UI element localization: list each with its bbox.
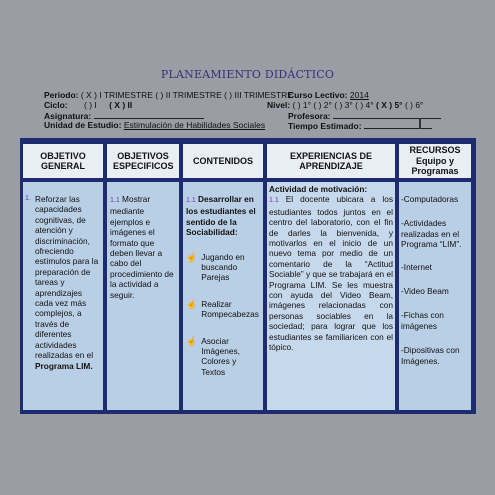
- hand-pointer-icon: ☝: [186, 298, 198, 309]
- ciclo-value-selected: ( X ) II: [109, 100, 133, 110]
- objetivo-general-num: 1.: [25, 195, 31, 202]
- cell-experiencias: [267, 182, 395, 410]
- experiencias-title: Actividad de motivación:: [269, 184, 368, 194]
- ciclo-row: [44, 100, 132, 111]
- header-experiencias-text: EXPERIENCIAS DE APRENDIZAJE: [289, 150, 373, 171]
- ciclo-label: Ciclo:: [44, 100, 68, 110]
- contenidos-item-3-text: Asociar Imágenes, Colores y Textos: [201, 335, 240, 377]
- objetivos-especificos-text: [110, 194, 176, 300]
- recursos-item-1: -Computadoras: [401, 194, 459, 204]
- header-recursos-text: RECURSOS Equipo y Programas: [409, 145, 461, 177]
- objetivos-especificos-num: 1.1: [110, 197, 120, 204]
- contenidos-item-2-text: Realizar Rompecabezas: [201, 298, 259, 320]
- objetivos-especificos-body: Mostrar mediante ejemplos e imágenes el formato que deben llevar a cabo del procedimiento de la actividad a seguir.: [110, 194, 174, 300]
- recursos-item-6: -Dipositivas con Imágenes.: [401, 345, 460, 366]
- unidad-value: Estimulación de Habilidades Sociales: [123, 120, 266, 130]
- nivel-selected: ( X ) 5°: [376, 100, 403, 110]
- curso-value: 2014: [349, 90, 369, 100]
- header-objetivos-especificos-text: OBJETIVOS ESPECIFICOS: [113, 150, 174, 171]
- document-title: PLANEAMIENTO DIDÁCTICO: [160, 68, 335, 81]
- hand-pointer-icon: ☝: [186, 251, 198, 262]
- hand-pointer-icon: ☝: [186, 335, 198, 346]
- contenidos-item-3: [186, 336, 261, 378]
- experiencias-body: El docente ubicara a los estudiantes todos juntos en el centro del laboratorio, con el fin de darles la bienvenida, y motivarlos en el inicio de un nuevo tema por medio de un comentario de la “Actitud Sociable” y que se trabajará en el Programa LIM. Se les muestra con ayuda del Video Beam, imágenes relacionadas con personas sociables en la sociedad; para lograr que los estudiantes se familiaricen con el tópico.: [269, 194, 393, 353]
- recursos-item-3: -Internet: [401, 261, 432, 272]
- tiempo-blank: [364, 120, 432, 129]
- cell-recursos: [399, 182, 471, 410]
- header-contenidos: CONTENIDOS: [183, 144, 263, 178]
- periodo-label: Periodo:: [44, 90, 79, 100]
- nivel-row: [267, 100, 423, 111]
- experiencias-text: [269, 184, 393, 353]
- contenidos-text: [186, 194, 261, 377]
- nivel-options-end: ( ) 6°: [402, 100, 424, 110]
- unidad-row: [44, 120, 265, 131]
- contenidos-item-1-text: Jugando en buscando Parejas: [201, 251, 245, 283]
- nivel-label: Nivel:: [267, 100, 291, 110]
- curso-row: [288, 90, 369, 101]
- asignatura-blank: [94, 110, 204, 119]
- objetivo-general-program: Programa LIM.: [35, 360, 93, 371]
- contenidos-item-2: [186, 299, 261, 320]
- periodo-value: ( X ) I TRIMESTRE ( ) II TRIMESTRE ( ) III TRIMESTRE: [80, 90, 293, 100]
- ciclo-value: ( ) I: [84, 100, 100, 110]
- objetivo-general-text: [25, 194, 99, 371]
- unidad-label: Unidad de Estudio:: [44, 120, 122, 130]
- cell-contenidos: [183, 182, 263, 410]
- objetivo-general-body: Reforzar las capacidades cognitivas, de atención y discriminación, ofreciendo estímulos para la preparación de tareas y aprendizajes cada vez más complejos, a través de diferentes actividades realizadas en el: [35, 194, 99, 361]
- header-objetivos-especificos: [107, 144, 179, 178]
- recursos-list: [401, 194, 469, 366]
- recursos-item-4: -Video Beam: [401, 286, 449, 297]
- asignatura-label: Asignatura:: [44, 111, 92, 121]
- header-recursos: [399, 144, 471, 178]
- text-cursor: [419, 118, 421, 129]
- experiencias-num: 1.1: [269, 197, 279, 205]
- periodo-row: [44, 90, 293, 101]
- tiempo-label: Tiempo Estimado:: [288, 121, 362, 131]
- contenidos-lead: Desarrollar en los estudiantes el sentido de la Sociabilidad:: [186, 194, 256, 238]
- recursos-item-2-text: -Actividades realizadas en el Programa “LIM”.: [401, 218, 462, 250]
- planning-table: [20, 138, 476, 414]
- tiempo-row: [288, 120, 432, 132]
- profesora-label: Profesora:: [288, 111, 331, 121]
- curso-label: Curso Lectivo:: [288, 90, 348, 100]
- contenidos-item-1: [186, 252, 261, 283]
- cell-objetivo-general: [23, 182, 103, 410]
- recursos-item-2: [401, 218, 469, 249]
- header-experiencias: [267, 144, 395, 178]
- recursos-item-5: -Fichas con imágenes: [401, 310, 444, 331]
- nivel-options: ( ) 1° ( ) 2° ( ) 3° ( ) 4°: [292, 100, 377, 110]
- cell-objetivos-especificos: [107, 182, 179, 410]
- profesora-blank: [333, 110, 441, 119]
- contenidos-num: 1.1: [186, 197, 196, 204]
- header-objetivo-general: OBJETIVO GENERAL: [23, 144, 103, 178]
